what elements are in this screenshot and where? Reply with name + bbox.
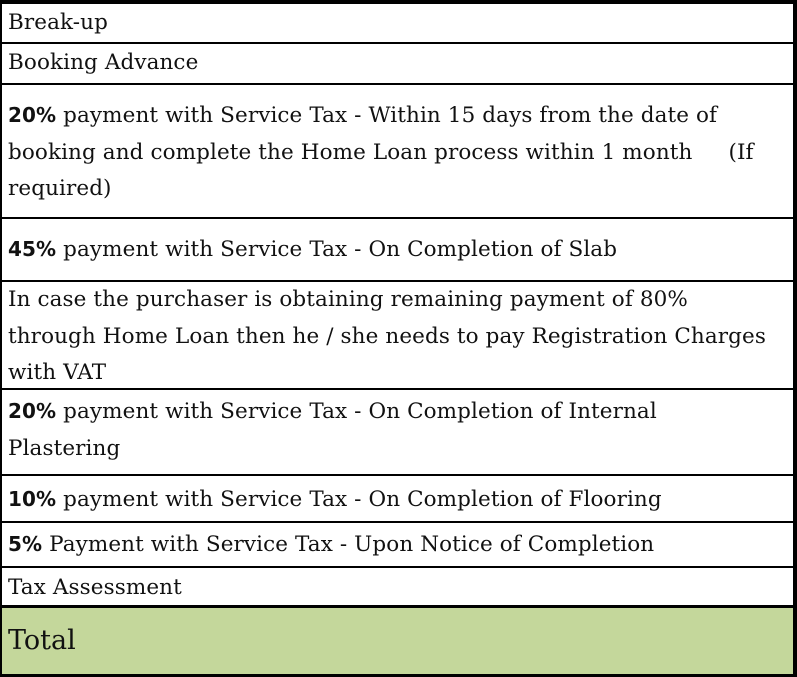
home-loan-line-2: through Home Loan then he / she needs to pay Registration Charges <box>8 323 766 349</box>
home-loan-line-3: with VAT <box>8 360 107 385</box>
row-20-percent-plastering <box>2 390 793 476</box>
booking-advance-label: Booking Advance <box>8 50 199 75</box>
row-20-booking-line-1 <box>8 97 785 135</box>
row-20-plastering-line-2: Plastering <box>8 435 121 461</box>
row-5-percent-completion <box>2 523 793 568</box>
tax-assessment-label: Tax Assessment <box>8 575 182 600</box>
total-label: Total <box>8 625 76 656</box>
percent-value: 20% <box>8 103 57 127</box>
row-45-percent-slab <box>2 219 793 282</box>
row-text: (If <box>728 139 754 165</box>
row-text: booking and complete the Home Loan process within 1 month <box>8 139 693 165</box>
row-break-up <box>2 4 793 44</box>
percent-value: 10% <box>8 487 57 511</box>
percent-value: 5% <box>8 532 43 556</box>
row-home-loan-note <box>2 282 793 390</box>
row-20-booking-line-2 <box>8 135 785 172</box>
percent-value: 20% <box>8 399 57 423</box>
row-booking-advance <box>2 44 793 85</box>
row-10-percent-flooring <box>2 476 793 523</box>
row-text: payment with Service Tax - On Completion of Internal <box>56 399 657 424</box>
row-tax-assessment <box>2 568 793 608</box>
row-20-booking-line-3: required) <box>8 176 112 201</box>
break-up-label: Break-up <box>8 10 108 35</box>
row-text: payment with Service Tax - On Completion of Flooring <box>56 487 662 512</box>
home-loan-line-1: In case the purchaser is obtaining remaining payment of 80% <box>8 287 688 312</box>
row-text: Payment with Service Tax - Upon Notice of Completion <box>42 532 655 557</box>
row-text: payment with Service Tax - Within 15 days from the date of <box>56 103 718 128</box>
row-20-plastering-line-1 <box>8 393 785 431</box>
row-text: payment with Service Tax - On Completion of Slab <box>56 237 618 262</box>
percent-value: 45% <box>8 237 57 261</box>
total-row <box>2 605 793 674</box>
row-20-percent-booking <box>2 85 793 219</box>
